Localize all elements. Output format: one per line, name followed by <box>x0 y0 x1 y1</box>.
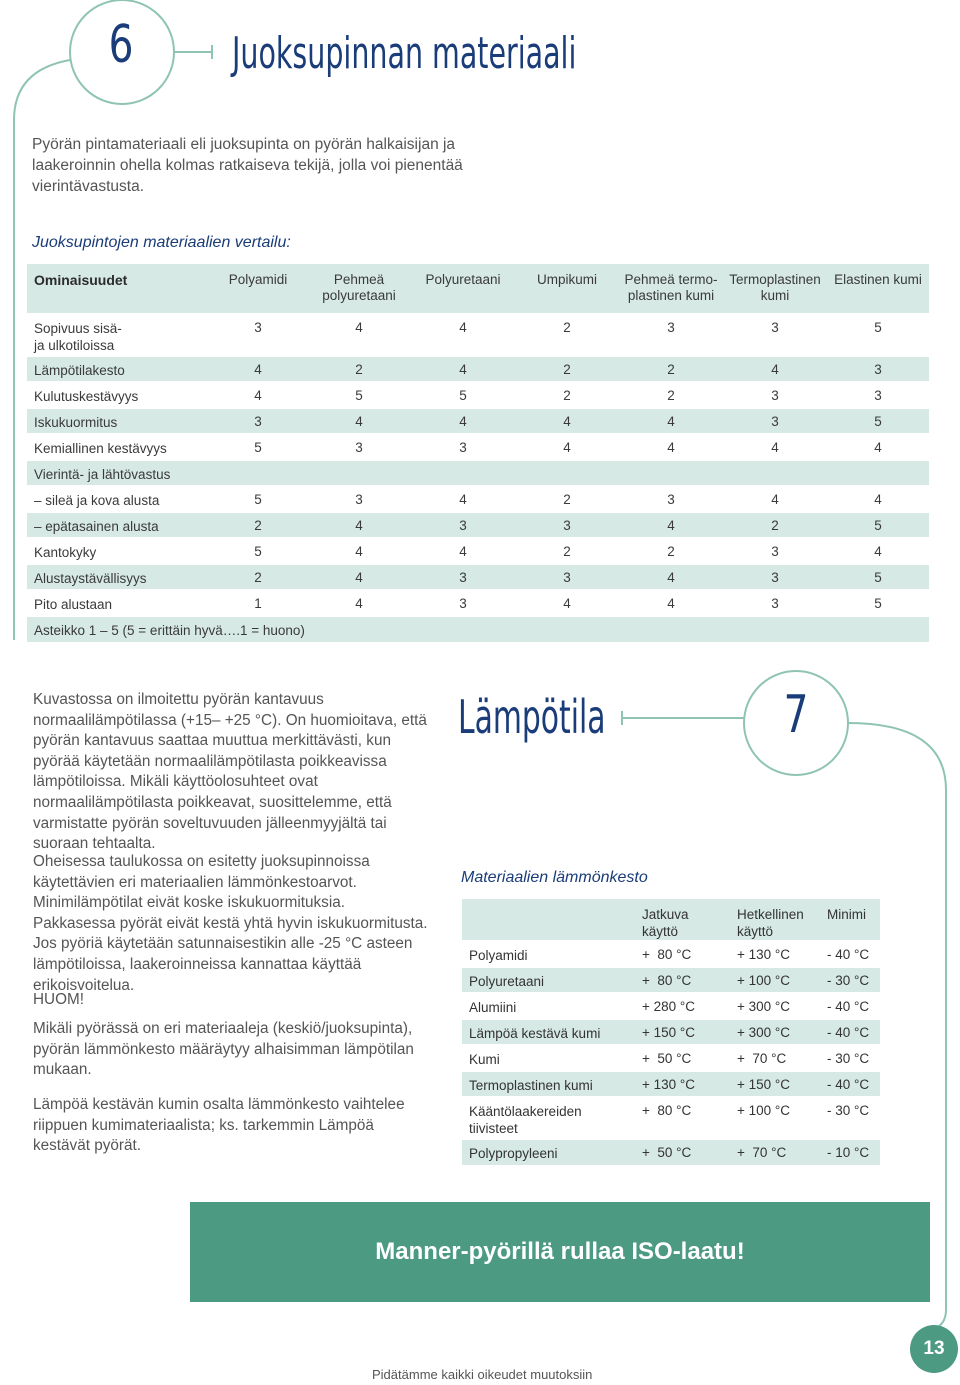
table-row <box>27 486 929 512</box>
temperature-cell: + 70 °C <box>737 1139 827 1165</box>
rating-cell: 5 <box>209 486 307 512</box>
temperature-cell: + 70 °C <box>737 1045 827 1071</box>
rating-cell: 4 <box>307 408 411 434</box>
row-label <box>27 512 209 538</box>
text-line: käyttö <box>642 924 679 939</box>
column-header <box>737 899 827 941</box>
rating-cell: 5 <box>827 590 929 616</box>
material-label <box>462 1045 642 1071</box>
temperature-cell: - 30 °C <box>827 967 880 993</box>
capacity-paragraph <box>33 690 428 855</box>
temperature-cell: + 80 °C <box>642 967 737 993</box>
rating-cell: 4 <box>411 356 515 382</box>
rating-cell: 4 <box>619 434 723 460</box>
rating-cell: 2 <box>307 356 411 382</box>
column-header <box>827 899 880 941</box>
rating-cell: 4 <box>723 356 827 382</box>
rating-cell: 3 <box>411 512 515 538</box>
temperature-paragraph: Oheisessa taulukossa on esitetty juoksupinnoissa käytettävien eri materiaalien lämmönkestoarvot. Minimilämpötilat eivät koske iskukuormituksia. Pakkasessa pyörät eivät kestä yhtä hyvin iskukuormitusta. Jos pyöriä käytetään satunnaisestikin alle -25 °C asteen lämpötiloissa, laakeroinneissa kannattaa käyttää erikoisvoitelua. <box>33 853 428 994</box>
text-line: käyttö <box>737 924 774 939</box>
rating-cell: 5 <box>411 382 515 408</box>
rating-cell: 5 <box>209 434 307 460</box>
scale-note: Asteikko 1 – 5 (5 = erittäin hyvä….1 = huono) <box>27 616 929 642</box>
table-row <box>462 1097 880 1139</box>
rating-cell: 3 <box>723 314 827 356</box>
row-label <box>27 460 209 486</box>
material-label <box>462 993 642 1019</box>
rating-cell: 4 <box>307 314 411 356</box>
table-row <box>27 460 929 486</box>
text-line: Polyuretaani <box>425 272 501 287</box>
text-line: Kulutuskestävyys <box>34 389 139 404</box>
text-line: Pehmeä <box>333 272 385 287</box>
rating-cell <box>411 460 515 486</box>
text-line: ja ulkotiloissa <box>34 338 115 353</box>
rating-cell: 4 <box>307 512 411 538</box>
column-header <box>27 264 209 314</box>
material-label <box>462 1097 642 1139</box>
temperature-cell: + 80 °C <box>642 941 737 967</box>
temperature-cell: + 100 °C <box>737 967 827 993</box>
temperature-cell: - 40 °C <box>827 1019 880 1045</box>
text-line: Vierintä- ja lähtövastus <box>34 467 171 482</box>
text-line: Elastinen kumi <box>834 272 922 287</box>
rating-cell: 2 <box>619 538 723 564</box>
column-header <box>515 264 619 314</box>
text-line: Lämpötilakesto <box>34 363 125 378</box>
rating-cell: 3 <box>307 434 411 460</box>
table-header-row <box>27 264 929 314</box>
text-line: Umpikumi <box>536 272 597 287</box>
mixed-material-paragraph: Mikäli pyörässä on eri materiaaleja (keskiö/juoksupinta), pyörän lämmönkesto määräytyy alhaisimman lämpötilan mukaan. <box>33 1020 414 1079</box>
column-header <box>827 264 929 314</box>
table-row <box>27 590 929 616</box>
table-row <box>27 356 929 382</box>
text-line: Termoplastinen kumi <box>469 1078 593 1093</box>
temperature-cell: + 100 °C <box>737 1097 827 1139</box>
rating-cell <box>209 460 307 486</box>
text-line: tiivisteet <box>469 1121 518 1136</box>
table-row <box>462 993 880 1019</box>
temperature-cell: - 10 °C <box>827 1139 880 1165</box>
rating-cell: 4 <box>619 408 723 434</box>
table-row <box>27 564 929 590</box>
rating-cell: 3 <box>723 564 827 590</box>
row-label <box>27 590 209 616</box>
row-label <box>27 434 209 460</box>
material-label <box>462 1019 642 1045</box>
rating-cell: 5 <box>827 512 929 538</box>
text-line: kumi <box>760 288 790 303</box>
text-line: – sileä ja kova alusta <box>34 493 160 508</box>
rating-cell: 3 <box>723 538 827 564</box>
text-line: Pito alustaan <box>34 597 113 612</box>
text-line: Polyuretaani <box>469 974 545 989</box>
banner-text: Manner-pyörillä rullaa ISO-laatu! <box>375 1238 745 1265</box>
rating-cell: 4 <box>619 564 723 590</box>
column-header <box>411 264 515 314</box>
rating-cell: 2 <box>515 382 619 408</box>
text-line: Kemiallinen kestävyys <box>34 441 167 456</box>
material-label <box>462 1139 642 1165</box>
row-label <box>27 564 209 590</box>
rating-cell: 3 <box>515 512 619 538</box>
text-line: Kääntölaakereiden <box>469 1104 582 1119</box>
temperature-cell: + 300 °C <box>737 993 827 1019</box>
rating-cell: 3 <box>411 564 515 590</box>
footer-note: Pidätämme kaikki oikeudet muutoksiin <box>372 1367 593 1382</box>
heat-resistance-table <box>462 899 880 1165</box>
rating-cell: 3 <box>411 590 515 616</box>
text-line: Lämpöä kestävä kumi <box>469 1026 601 1041</box>
rating-cell: 2 <box>619 356 723 382</box>
rating-cell: 4 <box>515 408 619 434</box>
table-row <box>462 1045 880 1071</box>
column-header <box>723 264 827 314</box>
quality-banner <box>190 1202 930 1302</box>
table-header-row <box>462 899 880 941</box>
temperature-cell: - 30 °C <box>827 1097 880 1139</box>
rating-cell: 3 <box>307 486 411 512</box>
rating-cell <box>515 460 619 486</box>
table-row <box>27 382 929 408</box>
rating-cell: 4 <box>827 486 929 512</box>
material-label <box>462 967 642 993</box>
rating-cell: 5 <box>827 408 929 434</box>
table-row <box>27 434 929 460</box>
text-line: Kumi <box>469 1052 500 1067</box>
rating-cell <box>619 460 723 486</box>
chapter-7-number: 7 <box>783 685 809 745</box>
rating-cell: 4 <box>619 512 723 538</box>
temperature-cell: - 40 °C <box>827 1071 880 1097</box>
rating-cell: 5 <box>307 382 411 408</box>
table-row <box>27 538 929 564</box>
text-line: Iskukuormitus <box>34 415 118 430</box>
capacity-text-1: Kuvastossa on ilmoitettu pyörän kantavuus normaalilämpötilassa (+15– +25 °C). <box>33 691 324 729</box>
temperature-cell: + 80 °C <box>642 1097 737 1139</box>
rating-cell: 4 <box>307 564 411 590</box>
table-row <box>462 1071 880 1097</box>
note-heading: HUOM! <box>33 991 84 1008</box>
text-line: Polypropyleeni <box>469 1146 558 1161</box>
temperature-cell: - 30 °C <box>827 1045 880 1071</box>
rating-cell: 2 <box>619 382 723 408</box>
table-row <box>462 941 880 967</box>
column-header <box>642 899 737 941</box>
scale-note-row <box>27 616 929 642</box>
rating-cell: 3 <box>619 314 723 356</box>
rating-cell: 4 <box>411 486 515 512</box>
temperature-cell: + 50 °C <box>642 1045 737 1071</box>
rating-cell: 4 <box>209 382 307 408</box>
text-line: Alustaystävällisyys <box>34 571 147 586</box>
capacity-text-2: On huomioitava, että pyörän kantavuus saattaa muuttua merkittävästi, kun pyörää käytetään normaalilämpötilasta poikkeavissa lämpötiloissa. Mikäli käyttöolosuhteet ovat normaalilämpötilasta poikkeavat, suosittelemme, että varmistatte pyörän soveltuvuuden jälleenmyyjältä tai suoraan tehtaalta. <box>33 711 427 853</box>
empty-header <box>462 899 642 941</box>
rating-cell: 3 <box>827 382 929 408</box>
row-label <box>27 538 209 564</box>
rating-cell: 4 <box>619 590 723 616</box>
material-label <box>462 941 642 967</box>
table-row <box>462 967 880 993</box>
text-line: Jatkuva <box>642 907 689 922</box>
table-row <box>462 1139 880 1165</box>
rating-cell: 2 <box>723 512 827 538</box>
rating-cell: 4 <box>411 538 515 564</box>
text-line: Termoplastinen <box>729 272 821 287</box>
rating-cell: 4 <box>723 434 827 460</box>
rating-cell <box>723 460 827 486</box>
text-line: polyuretaani <box>322 288 396 303</box>
rating-cell: 4 <box>827 538 929 564</box>
rating-cell: 4 <box>307 590 411 616</box>
column-header <box>307 264 411 314</box>
rating-cell: 4 <box>307 538 411 564</box>
rating-cell: 5 <box>827 564 929 590</box>
comparison-caption: Juoksupintojen materiaalien vertailu: <box>32 234 291 251</box>
rating-cell: 2 <box>515 538 619 564</box>
rating-cell: 4 <box>411 408 515 434</box>
rating-cell: 3 <box>209 408 307 434</box>
rating-cell: 3 <box>411 434 515 460</box>
chapter-7-title: Lämpötila <box>458 690 606 744</box>
table-row <box>27 512 929 538</box>
text-line: Pehmeä termo- <box>624 272 718 287</box>
temperature-cell: + 300 °C <box>737 1019 827 1045</box>
rating-cell: 3 <box>723 590 827 616</box>
text-line: Hetkellinen <box>737 907 804 922</box>
temperature-cell: - 40 °C <box>827 941 880 967</box>
material-label <box>462 1071 642 1097</box>
temperature-cell: + 280 °C <box>642 993 737 1019</box>
row-label <box>27 408 209 434</box>
table-row <box>27 314 929 356</box>
chapter-number: 6 <box>108 15 134 75</box>
rating-cell: 4 <box>827 434 929 460</box>
column-header <box>619 264 723 314</box>
row-label <box>27 356 209 382</box>
rating-cell <box>307 460 411 486</box>
chapter-title: Juoksupinnan materiaali <box>232 28 577 79</box>
text-line: Minimi <box>827 907 866 922</box>
row-label <box>27 314 209 356</box>
column-header <box>209 264 307 314</box>
rating-cell: 4 <box>411 314 515 356</box>
rating-cell: 4 <box>515 434 619 460</box>
rating-cell: 2 <box>209 512 307 538</box>
table-row <box>462 1019 880 1045</box>
rating-cell: 3 <box>515 564 619 590</box>
text-line: – epätasainen alusta <box>34 519 159 534</box>
temperature-cell: - 40 °C <box>827 993 880 1019</box>
text-line: Sopivuus sisä- <box>34 321 122 336</box>
heat-table-caption: Materiaalien lämmönkesto <box>461 869 648 886</box>
temperature-cell: + 50 °C <box>642 1139 737 1165</box>
rating-cell: 2 <box>515 486 619 512</box>
rating-cell: 1 <box>209 590 307 616</box>
text-line: Polyamidi <box>469 948 528 963</box>
rating-cell: 4 <box>723 486 827 512</box>
rating-cell: 3 <box>723 382 827 408</box>
temperature-cell: + 130 °C <box>642 1071 737 1097</box>
temperature-cell: + 150 °C <box>642 1019 737 1045</box>
rating-cell: 2 <box>515 356 619 382</box>
rating-cell: 3 <box>619 486 723 512</box>
text-line: Kantokyky <box>34 545 97 560</box>
table-row <box>27 408 929 434</box>
rating-cell: 3 <box>209 314 307 356</box>
rating-cell: 2 <box>209 564 307 590</box>
text-line: Alumiini <box>469 1000 517 1015</box>
heat-rubber-paragraph: Lämpöä kestävän kumin osalta lämmönkesto vaihtelee riippuen kumimateriaalista; ks. tarkemmin Lämpöä kestävät pyörät. <box>33 1096 405 1155</box>
comparison-table <box>27 264 929 642</box>
rating-cell: 3 <box>723 408 827 434</box>
text-line: Ominaisuudet <box>34 272 128 288</box>
rating-cell: 5 <box>209 538 307 564</box>
rating-cell: 3 <box>827 356 929 382</box>
rating-cell <box>827 460 929 486</box>
rating-cell: 4 <box>515 590 619 616</box>
rating-cell: 4 <box>209 356 307 382</box>
page-number: 13 <box>910 1325 958 1373</box>
intro-paragraph: Pyörän pintamateriaali eli juoksupinta on pyörän halkaisijan ja laakeroinnin ohella kolmas ratkaiseva tekijä, jolla voi pienentää vierintävastusta. <box>32 136 463 195</box>
rating-cell: 5 <box>827 314 929 356</box>
temperature-cell: + 130 °C <box>737 941 827 967</box>
rating-cell: 2 <box>515 314 619 356</box>
temperature-cell: + 150 °C <box>737 1071 827 1097</box>
row-label <box>27 486 209 512</box>
text-line: plastinen kumi <box>627 288 715 303</box>
text-line: Polyamidi <box>228 272 288 287</box>
row-label <box>27 382 209 408</box>
